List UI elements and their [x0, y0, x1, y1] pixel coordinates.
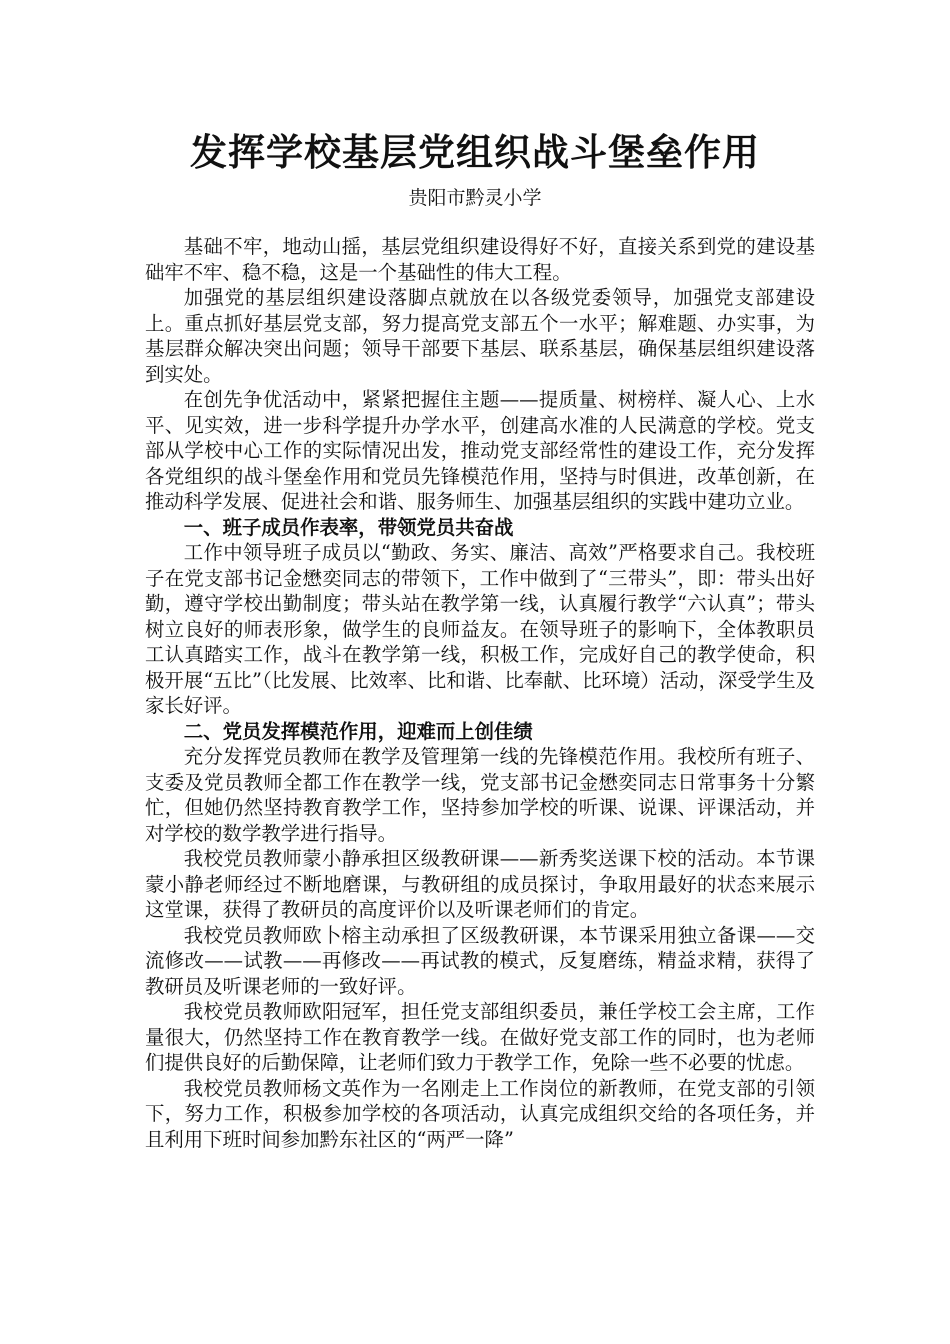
body-paragraph: 充分发挥党员教师在教学及管理第一线的先锋模范作用。我校所有班子、支委及党员教师全都工作在教学一线，党支部书记金懋奕同志日常事务十分繁忙，但她仍然坚持教育教学工作，坚持参加学校的听课、说课、评课活动，并对学校的数学教学进行指导。: [145, 745, 815, 845]
body-paragraph: 在创先争优活动中，紧紧把握住主题——提质量、树榜样、凝人心、上水平、见实效，进一步科学提升办学水平，创建高水准的人民满意的学校。党支部从学校中心工作的实际情况出发，推动党支部经常性的建设工作，充分发挥各党组织的战斗堡垒作用和党员先锋模范作用，坚持与时俱进，改革创新，在推动科学发展、促进社会和谐、服务师生、加强基层组织的实践中建功立业。: [145, 388, 815, 513]
body-paragraph: 我校党员教师杨文英作为一名刚走上工作岗位的新教师，在党支部的引领下，努力工作，积极参加学校的各项活动，认真完成组织交给的各项任务，并且利用下班时间参加黔东社区的“两严一降”: [145, 1076, 815, 1151]
body-paragraph: 基础不牢，地动山摇，基层党组织建设得好不好，直接关系到党的建设基础牢不牢、稳不稳，这是一个基础性的伟大工程。: [145, 235, 815, 284]
document-author: 贵阳市黔灵小学: [408, 187, 542, 209]
document-title: 发挥学校基层党组织战斗堡垒作用: [190, 130, 760, 174]
document-body: [145, 234, 815, 1152]
section-heading: 二、党员发挥模范作用，迎难而上创佳绩: [183, 719, 533, 743]
body-paragraph: 我校党员教师蒙小静承担区级教研课——新秀奖送课下校的活动。本节课蒙小静老师经过不断地磨课，与教研组的成员探讨，争取用最好的状态来展示这堂课，获得了教研员的高度评价以及听课老师们的肯定。: [145, 847, 815, 921]
body-paragraph: 工作中领导班子成员以“勤政、务实、廉洁、高效”严格要求自己。我校班子在党支部书记金懋奕同志的带领下，工作中做到了“三带头”，即：带头出好勤，遵守学校出勤制度；带头站在教学第一线，认真履行教学“六认真”；带头树立良好的师表形象，做学生的良师益友。在领导班子的影响下，全体教职员工认真踏实工作，战斗在教学第一线，积极工作，完成好自己的教学使命，积极开展“五比”（比发展、比效率、比和谐、比奉献、比环境）活动，深受学生及家长好评。: [145, 541, 815, 717]
section-heading: 一、班子成员作表率，带领党员共奋战: [183, 515, 514, 539]
body-paragraph: 我校党员教师欧阳冠军，担任党支部组织委员，兼任学校工会主席，工作量很大，仍然坚持工作在教育教学一线。在做好党支部工作的同时，也为老师们提供良好的后勤保障，让老师们致力于教学工作，免除一些不必要的忧虑。: [145, 1000, 815, 1074]
body-paragraph: 加强党的基层组织建设落脚点就放在以各级党委领导，加强党支部建设上。重点抓好基层党支部，努力提高党支部五个一水平；解难题、办实事，为基层群众解决突出问题；领导干部要下基层、联系基层，确保基层组织建设落到实处。: [145, 286, 815, 386]
body-paragraph: 我校党员教师欧卜榕主动承担了区级教研课，本节课采用独立备课——交流修改——试教——再修改——再试教的模式，反复磨练，精益求精，获得了教研员及听课老师的一致好评。: [145, 923, 815, 998]
